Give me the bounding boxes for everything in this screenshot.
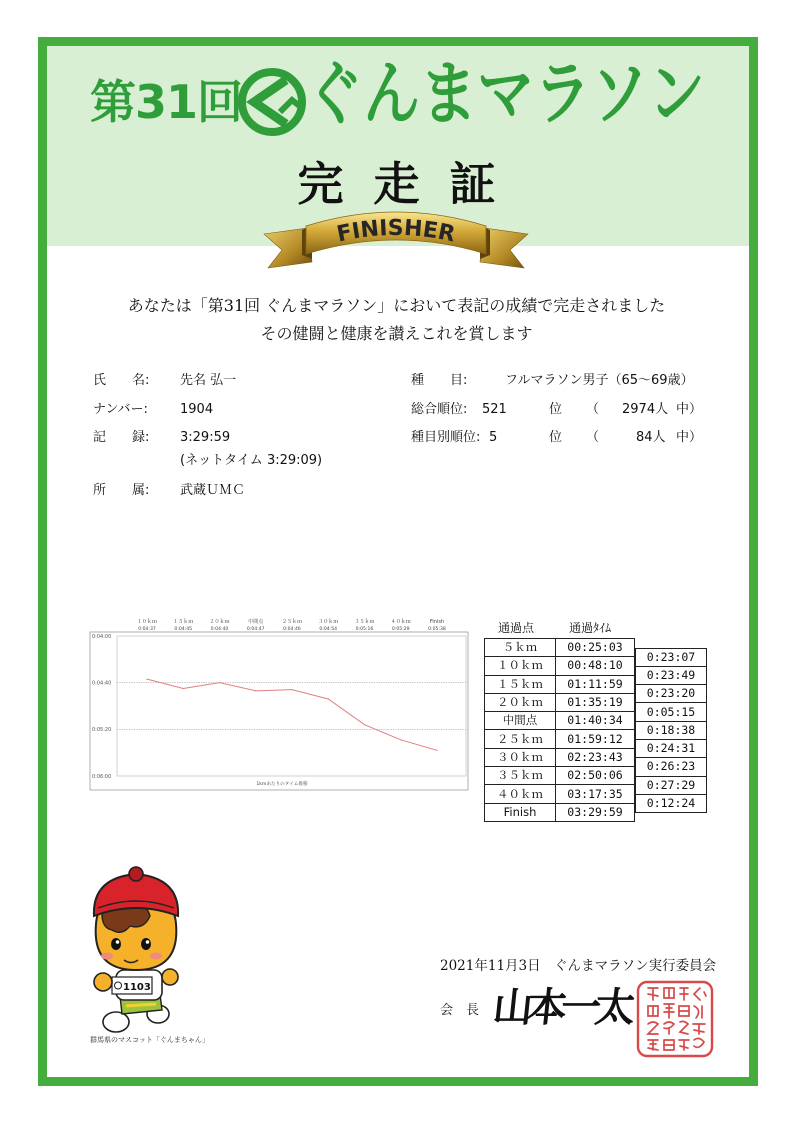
x-category-label: １０ｋｍ xyxy=(136,619,158,625)
lap-time: 0:23:49 xyxy=(636,666,707,684)
lap-time: 0:05:15 xyxy=(636,703,707,721)
eye-highlight xyxy=(116,940,120,944)
lap-row xyxy=(636,648,707,666)
lap-row xyxy=(636,758,707,776)
x-category-label: ３５ｋｍ xyxy=(354,619,375,625)
y-tick-label: 0:04:40 xyxy=(92,680,112,687)
split-time: 00:48:10 xyxy=(556,657,635,675)
split-point: ５ｋｍ xyxy=(485,639,556,657)
split-point: １０ｋｍ xyxy=(485,657,556,675)
lap-row xyxy=(636,703,707,721)
pace-point xyxy=(328,698,329,699)
ribbon-text xyxy=(335,216,458,247)
lap-time: 0:26:23 xyxy=(636,758,707,776)
pace-point xyxy=(146,679,147,680)
x-category-label: Finish xyxy=(429,619,445,625)
x-category-label: ２０ｋｍ xyxy=(209,619,230,625)
overall-suffix: 中） xyxy=(676,402,703,417)
mascot-illustration xyxy=(86,864,190,1036)
split-point: 中間点 xyxy=(485,712,556,730)
lap-time: 0:27:29 xyxy=(636,776,707,794)
y-tick-label: 0:05:20 xyxy=(92,727,112,734)
split-header-time: 通過ﾀｲﾑ xyxy=(569,621,612,635)
pace-point xyxy=(400,739,401,740)
split-point: ３５ｋｍ xyxy=(485,767,556,785)
affiliation-label: 所 属: xyxy=(93,483,150,498)
split-time: 01:11:59 xyxy=(556,675,635,693)
category-suffix: 中） xyxy=(676,430,703,445)
pace-point xyxy=(255,690,256,691)
lap-row xyxy=(636,685,707,703)
lap-row xyxy=(636,721,707,739)
split-point: ２５ｋｍ xyxy=(485,730,556,748)
table-row xyxy=(485,657,635,675)
lap-row xyxy=(636,794,707,812)
data-value-label: 0:04:37 xyxy=(138,627,156,632)
mascot-left-hand xyxy=(94,973,112,991)
mascot-right-eye xyxy=(141,938,151,950)
category-open-paren: （ xyxy=(586,430,600,445)
ribbon-label: FINISHER xyxy=(334,215,458,248)
data-value-label: 0:04:40 xyxy=(210,627,229,632)
lap-row xyxy=(636,776,707,794)
split-time: 00:25:03 xyxy=(556,639,635,657)
x-category-label: １５ｋｍ xyxy=(173,619,194,625)
pace-point xyxy=(364,724,365,725)
lap-row xyxy=(636,739,707,757)
lap-time: 0:12:24 xyxy=(636,794,707,812)
table-row xyxy=(485,639,635,657)
table-row xyxy=(485,730,635,748)
overall-rank-label: 総合順位: xyxy=(411,402,468,417)
lap-time: 0:18:38 xyxy=(636,721,707,739)
x-category-label: ３０ｋｍ xyxy=(318,619,339,625)
overall-rank-unit: 位 xyxy=(549,402,563,417)
x-category-label: ４０ｋｍ xyxy=(390,619,411,625)
lap-row xyxy=(636,666,707,684)
mascot-bib-number: 1103 xyxy=(123,982,151,993)
certificate-title: 完走証 xyxy=(297,157,526,211)
race-logo-icon xyxy=(236,64,308,140)
split-time: 01:40:34 xyxy=(556,712,635,730)
message-line-2: その健闘と健康を讃えこれを賞します xyxy=(260,324,533,343)
split-header-point: 通過点 xyxy=(498,621,535,635)
record-label: 記 録: xyxy=(93,430,150,445)
chair-label: 会 長 xyxy=(440,1003,480,1018)
split-time: 02:50:06 xyxy=(556,767,635,785)
number-label: ナンバー: xyxy=(93,402,148,417)
edition-label: 第31回 xyxy=(90,75,243,129)
split-point: ３０ｋｍ xyxy=(485,748,556,766)
mascot-cheek xyxy=(101,953,113,960)
mascot-caption: 群馬県のマスコット「ぐんまちゃん」 xyxy=(90,1036,209,1044)
pace-chart xyxy=(88,612,472,792)
data-value-label: 0:05:29 xyxy=(391,627,410,632)
data-value-label: 0:05:16 xyxy=(355,627,374,632)
table-row xyxy=(485,803,635,821)
table-row xyxy=(485,675,635,693)
split-table xyxy=(484,638,635,822)
split-point: ２０ｋｍ xyxy=(485,693,556,711)
x-category-label: 中間点 xyxy=(248,619,264,625)
y-tick-label: 0:04:00 xyxy=(92,633,112,640)
mascot-cheek xyxy=(150,953,162,960)
split-point: ４０ｋｍ xyxy=(485,785,556,803)
event-name: ぐんまマラソン xyxy=(306,53,705,135)
runner-number: 1904 xyxy=(180,402,214,417)
split-time: 03:29:59 xyxy=(556,803,635,821)
overall-rank: 521 xyxy=(482,402,507,417)
pace-point xyxy=(219,682,220,683)
split-time: 01:35:19 xyxy=(556,693,635,711)
category-value: フルマラソン男子（65～69歳） xyxy=(505,373,694,388)
data-value-label: 0:04:45 xyxy=(174,627,193,632)
split-time: 02:23:43 xyxy=(556,748,635,766)
chart-frame xyxy=(90,632,468,790)
lap-time: 0:24:31 xyxy=(636,739,707,757)
data-value-label: 0:05:38 xyxy=(428,627,446,632)
mascot-right-hand xyxy=(162,969,178,985)
pace-point xyxy=(291,689,292,690)
table-row xyxy=(485,785,635,803)
split-point: Finish xyxy=(485,803,556,821)
category-label: 種 目: xyxy=(411,373,468,388)
eye-highlight xyxy=(146,940,150,944)
table-row xyxy=(485,748,635,766)
mascot-left-eye xyxy=(111,938,121,950)
data-value-label: 0:04:47 xyxy=(246,627,265,632)
overall-open-paren: （ xyxy=(586,402,600,417)
mascot-hat-knob xyxy=(129,867,143,881)
pace-point xyxy=(183,688,184,689)
table-row xyxy=(485,712,635,730)
message-line-1: あなたは「第31回 ぐんまマラソン」において表記の成績で完走されました xyxy=(127,296,666,315)
lap-table xyxy=(635,648,707,814)
official-seal xyxy=(636,980,714,1058)
lap-time: 0:23:20 xyxy=(636,685,707,703)
split-time: 03:17:35 xyxy=(556,785,635,803)
finisher-ribbon xyxy=(262,204,530,274)
record-time: 3:29:59 xyxy=(180,430,231,445)
net-time: (ネットタイム 3:29:09) xyxy=(180,453,323,468)
table-row xyxy=(485,693,635,711)
runner-name: 先名 弘一 xyxy=(180,373,237,388)
category-rank: 5 xyxy=(489,430,498,445)
y-tick-label: 0:06:00 xyxy=(92,773,112,780)
split-point: １５ｋｍ xyxy=(485,675,556,693)
data-value-label: 0:04:54 xyxy=(319,627,338,632)
category-rank-unit: 位 xyxy=(549,430,563,445)
mascot-shorts-stripe xyxy=(126,1004,156,1006)
chair-signature: 山本一太 xyxy=(490,984,632,1031)
pace-point xyxy=(436,750,437,751)
category-total: 84人 xyxy=(636,430,666,445)
mascot-left-shoe xyxy=(103,1012,129,1032)
lap-time: 0:23:07 xyxy=(636,648,707,666)
table-row xyxy=(485,767,635,785)
overall-total: 2974人 xyxy=(622,402,669,417)
name-label: 氏 名: xyxy=(93,373,150,388)
chart-title: 1kmあたりのタイム推移 xyxy=(256,782,308,787)
x-category-label: ２５ｋｍ xyxy=(281,619,303,625)
category-rank-label: 種目別順位: xyxy=(411,430,481,445)
date-and-organizer: 2021年11月3日 ぐんまマラソン実行委員会 xyxy=(440,958,717,974)
affiliation: 武蔵ＵＭＣ xyxy=(180,483,246,498)
split-time: 01:59:12 xyxy=(556,730,635,748)
data-value-label: 0:04:46 xyxy=(283,627,301,632)
